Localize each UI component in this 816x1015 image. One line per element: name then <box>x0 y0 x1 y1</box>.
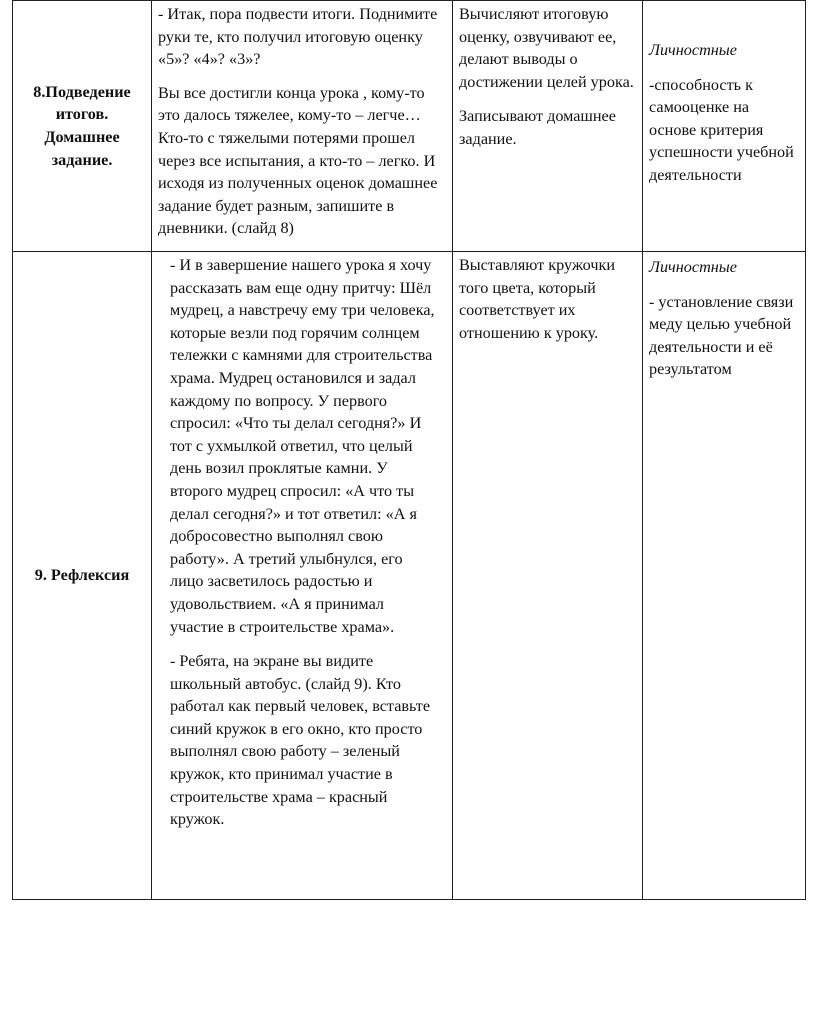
student-activity-cell <box>453 1 643 252</box>
uud-title: Личностные <box>649 41 737 59</box>
stage-cell <box>13 252 152 900</box>
uud-cell <box>643 252 806 900</box>
uud-cell <box>643 1 806 252</box>
uud-text: - установление связи меду целью учебной деятельности и её результатом <box>649 292 794 379</box>
stage-label: 8.Подведение итогов. Домашнее задание. <box>33 82 131 169</box>
stage-cell <box>13 1 152 252</box>
teacher-text: - Итак, пора подвести итоги. Поднимите руки те, кто получил итоговую оценку «5»? «4»? «3»? <box>158 5 438 69</box>
lesson-plan-table <box>12 0 806 900</box>
student-text: Вычисляют итоговую оценку, озвучивают ее, делают выводы о достижении целей урока. <box>459 5 634 91</box>
student-text: Записывают домашнее задание. <box>459 107 616 148</box>
teacher-text: Вы все достигли конца урока , кому-то это далось тяжелее, кому-то – легче… Кто-то с тяжелыми потерями прошел через все испытания, а кто-то – легко. И исходя из полученных оценок домашнее задание будет разным, запишите в дневники. (слайд 8) <box>158 83 438 238</box>
uud-text: -способность к самооценке на основе критерия успешности учебной деятельности <box>649 75 794 184</box>
teacher-text: - Ребята, на экране вы видите школьный автобус. (слайд 9). Кто работал как первый человек, вставьте синий кружок в его окно, кто просто выполнял свою работу – зеленый кружок, кто принимал участие в строительстве храма – красный кружок. <box>170 652 431 829</box>
student-activity-cell <box>453 252 643 900</box>
teacher-activity-cell <box>152 1 453 252</box>
teacher-activity-cell <box>152 252 453 900</box>
student-text: Выставляют кружочки того цвета, который соответствует их отношению к уроку. <box>459 256 616 342</box>
stage-label: 9. Рефлексия <box>34 566 130 585</box>
table-row <box>13 1 806 252</box>
table-row <box>13 252 806 900</box>
uud-title: Личностные <box>649 258 737 276</box>
teacher-text: - И в завершение нашего урока я хочу рассказать вам еще одну притчу: Шёл мудрец, а навстречу ему три человека, которые везли под горячим солнцем тележки с камнями для строительства храма. Мудрец остановился и задал каждому по вопросу. У первого спросил: «Что ты делал сегодня?» И тот с ухмылкой ответил, что целый день возил проклятые камни. У второго мудрец спросил: «А что ты делал сегодня?» и тот ответил: «А я добросовестно выполнял свою работу». А третий улыбнулся, его лицо засветилось радостью и удовольствием. «А я принимал участие в строительстве храма». <box>170 256 435 636</box>
